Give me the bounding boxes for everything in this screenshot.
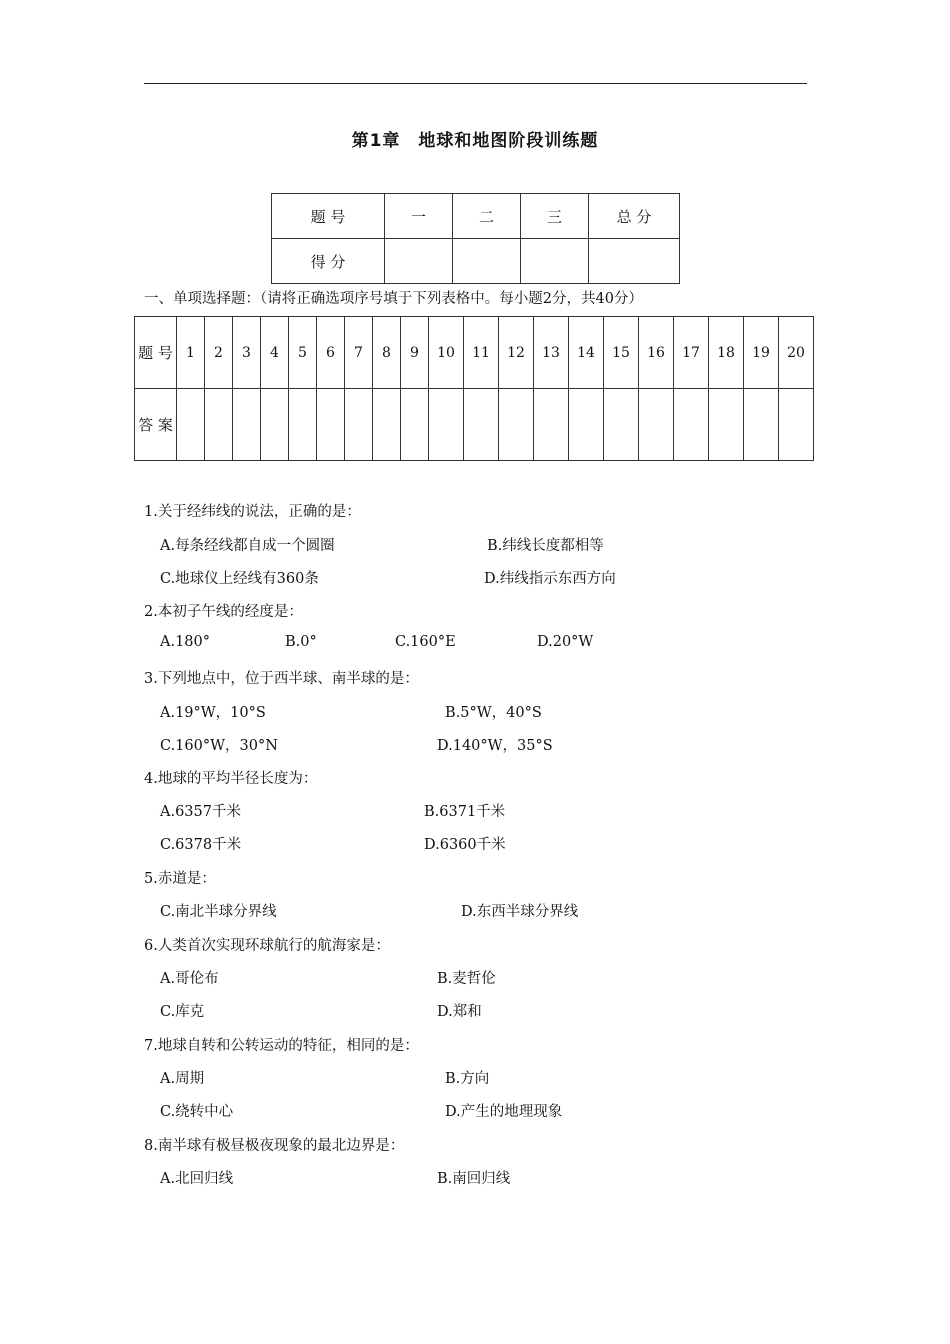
option-c: C.6378千米 [160,837,242,853]
answer-number: 1 [177,317,205,389]
score-input-cell[interactable] [521,239,589,284]
answer-cell[interactable] [289,389,317,461]
option-b: B.方向 [445,1071,490,1087]
option-a: A.北回归线 [160,1171,234,1187]
answer-number: 10 [429,317,464,389]
option-b: B.南回归线 [437,1171,511,1187]
answer-cell[interactable] [401,389,429,461]
question-stem: 6.人类首次实现环球航行的航海家是： [144,938,390,954]
question-stem: 4.地球的平均半径长度为： [144,771,318,787]
option-b: B.麦哲伦 [437,971,496,987]
option-c: C.160°E [395,634,456,650]
score-header-cell: 二 [453,194,521,239]
answer-cell[interactable] [233,389,261,461]
answer-cell[interactable] [177,389,205,461]
score-header-cell: 三 [521,194,589,239]
answer-number: 15 [604,317,639,389]
answer-number: 13 [534,317,569,389]
score-header-cell: 一 [385,194,453,239]
answer-number: 8 [373,317,401,389]
answer-cell[interactable] [373,389,401,461]
answer-number: 9 [401,317,429,389]
option-c: C.绕转中心 [160,1104,234,1120]
answer-row-header: 答 案 [135,389,177,461]
answer-table [134,316,814,461]
option-a: A.周期 [160,1071,205,1087]
answer-cell[interactable] [604,389,639,461]
answer-number: 3 [233,317,261,389]
option-b: B.5°W，40°S [445,705,542,721]
answer-cell[interactable] [709,389,744,461]
option-b: B.0° [285,634,317,650]
score-input-cell[interactable] [589,239,680,284]
answer-cell[interactable] [317,389,345,461]
question-stem: 8.南半球有极昼极夜现象的最北边界是： [144,1138,405,1154]
question-stem: 1.关于经纬线的说法，正确的是： [144,504,361,520]
answer-number-header: 题 号 [135,317,177,389]
option-d: D.产生的地理现象 [445,1104,563,1120]
answer-cell[interactable] [429,389,464,461]
answer-cell[interactable] [345,389,373,461]
question-stem: 7.地球自转和公转运动的特征，相同的是： [144,1038,419,1054]
answer-cell[interactable] [464,389,499,461]
score-table [271,193,680,284]
answer-number: 20 [779,317,814,389]
score-input-cell[interactable] [453,239,521,284]
answer-number: 5 [289,317,317,389]
answer-number: 19 [744,317,779,389]
option-b: B.纬线长度都相等 [487,538,604,554]
option-c: C.地球仪上经线有360条 [160,571,319,587]
option-d: D.纬线指示东西方向 [484,571,616,587]
answer-cell[interactable] [569,389,604,461]
option-d: D.20°W [537,634,594,650]
answer-number: 2 [205,317,233,389]
answer-number: 6 [317,317,345,389]
score-header-cell: 题 号 [272,194,385,239]
answer-number: 11 [464,317,499,389]
answer-cell[interactable] [744,389,779,461]
answer-cell[interactable] [261,389,289,461]
option-a: A.6357千米 [160,804,241,820]
score-label-cell: 得 分 [272,239,385,284]
option-a: A.哥伦布 [160,971,219,987]
page-title: 第1章 地球和地图阶段训练题 [351,131,599,151]
option-a: A.180° [160,634,211,650]
section-heading: 一、单项选择题：（请将正确选项序号填于下列表格中。每小题2分，共40分） [144,291,643,307]
option-d: D.郑和 [437,1004,482,1020]
question-stem: 2.本初子午线的经度是： [144,604,303,620]
option-a: A.每条经线都自成一个圆圈 [160,538,335,554]
answer-number: 17 [674,317,709,389]
answer-cell[interactable] [639,389,674,461]
option-d: D.6360千米 [424,837,506,853]
answer-cell[interactable] [674,389,709,461]
answer-cell[interactable] [534,389,569,461]
answer-number: 7 [345,317,373,389]
answer-number: 16 [639,317,674,389]
answer-cell[interactable] [499,389,534,461]
option-d: D.140°W，35°S [437,738,553,754]
answer-cell[interactable] [779,389,814,461]
answer-number: 14 [569,317,604,389]
score-input-cell[interactable] [385,239,453,284]
answer-number: 12 [499,317,534,389]
option-c: C.160°W，30°N [160,738,278,754]
answer-number: 4 [261,317,289,389]
question-stem: 5.赤道是： [144,871,216,887]
question-stem: 3.下列地点中，位于西半球、南半球的是： [144,671,419,687]
option-d: D.东西半球分界线 [461,904,579,920]
option-a: A.19°W，10°S [160,705,266,721]
option-c: C.南北半球分界线 [160,904,277,920]
option-c: C.库克 [160,1004,205,1020]
option-b: B.6371千米 [424,804,506,820]
answer-number: 18 [709,317,744,389]
answer-cell[interactable] [205,389,233,461]
score-header-cell: 总 分 [589,194,680,239]
header-rule [144,83,807,84]
